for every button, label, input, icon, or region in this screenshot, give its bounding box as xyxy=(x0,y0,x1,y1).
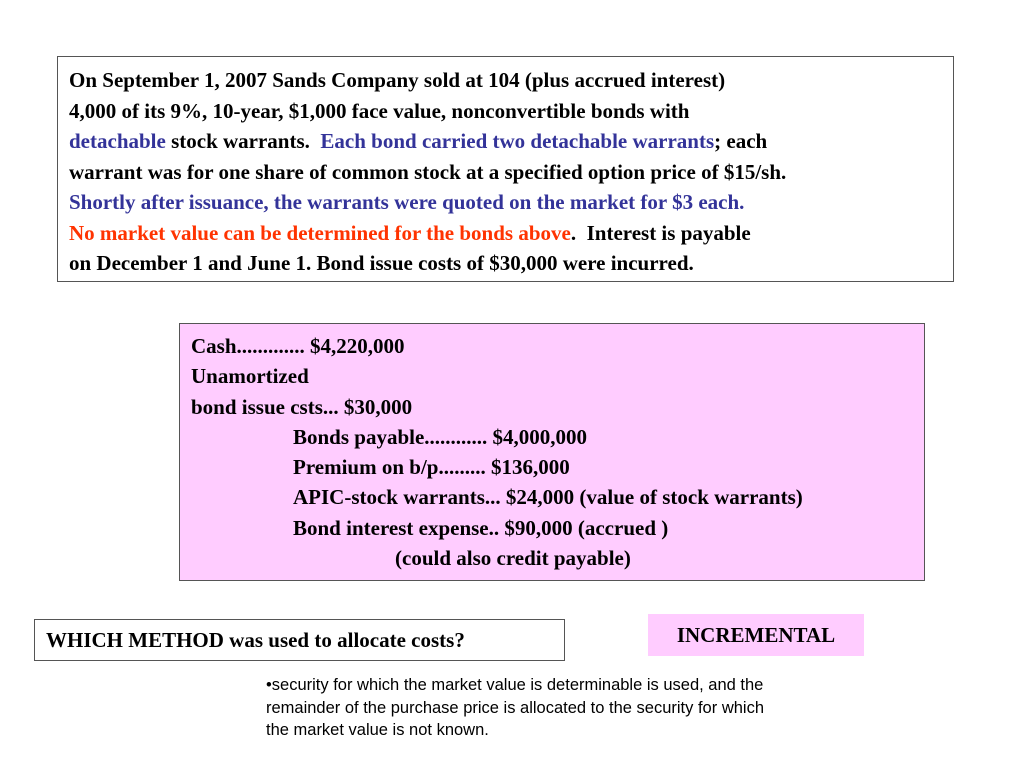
problem-statement-box xyxy=(57,56,954,282)
journal-entry-box xyxy=(179,323,925,581)
entry-apic: APIC-stock warrants... $24,000 (value of stock warrants) xyxy=(293,485,803,510)
problem-line-6-text: . Interest is payable xyxy=(570,220,751,245)
entry-note: (could also credit payable) xyxy=(395,546,631,571)
explanation-line-2: remainder of the purchase price is allocated to the security for which xyxy=(266,698,764,717)
problem-line-4: warrant was for one share of common stock at a specified option price of $15/sh. xyxy=(69,159,787,184)
problem-line-6 xyxy=(69,218,953,249)
answer-box xyxy=(648,614,864,656)
problem-line-3 xyxy=(69,126,953,157)
problem-line-5-highlight: Shortly after issuance, the warrants were quoted on the market for $3 each. xyxy=(69,190,745,214)
no-market-value-highlight: No market value can be determined for the bonds above xyxy=(69,220,571,245)
warrants-highlight: Each bond carried two detachable warrants xyxy=(320,129,715,153)
entry-premium: Premium on b/p......... $136,000 xyxy=(293,455,570,480)
explanation-line-1: •security for which the market value is determinable is used, and the xyxy=(266,676,764,694)
entry-interest: Bond interest expense.. $90,000 (accrued ) xyxy=(293,515,669,540)
problem-line-7: on December 1 and June 1. Bond issue costs of $30,000 were incurred. xyxy=(69,251,694,275)
entry-unamortized: Unamortized xyxy=(191,364,309,389)
entry-cash: Cash............. $4,220,000 xyxy=(191,334,405,358)
entry-bonds-payable: Bonds payable............ $4,000,000 xyxy=(293,424,588,449)
problem-line-3-text: stock warrants. xyxy=(165,129,321,153)
question-box xyxy=(34,619,565,661)
problem-line-2: 4,000 of its 9%, 10-year, $1,000 face value, nonconvertible bonds with xyxy=(69,98,690,123)
problem-line-1: On September 1, 2007 Sands Company sold at 104 (plus accrued interest) xyxy=(69,68,726,92)
explanation-note xyxy=(266,674,886,742)
answer-text: INCREMENTAL xyxy=(676,623,836,647)
detachable-highlight: detachable xyxy=(69,129,166,153)
explanation-line-3: the market value is not known. xyxy=(266,721,489,739)
question-text: WHICH METHOD was used to allocate costs? xyxy=(46,628,465,652)
problem-line-3-end: ; each xyxy=(714,129,768,153)
entry-issue-costs: bond issue csts... $30,000 xyxy=(191,394,413,419)
